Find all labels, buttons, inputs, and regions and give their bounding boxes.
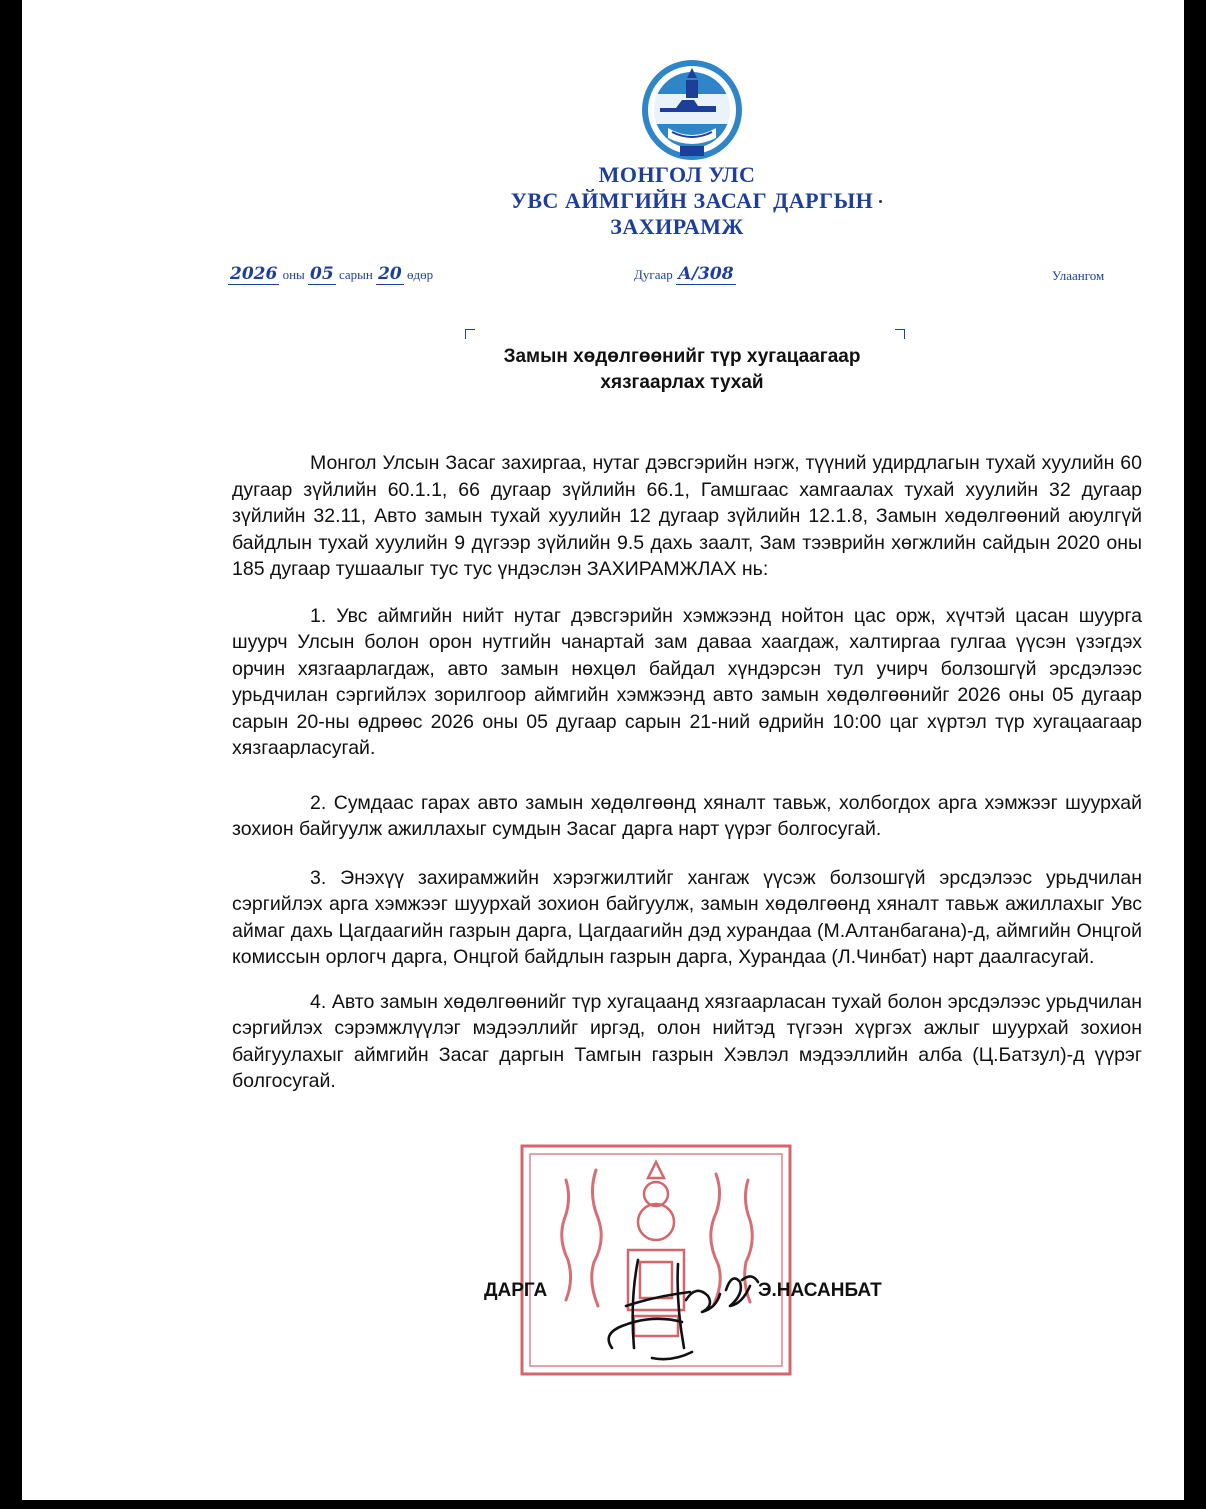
order-item-4: 4. Авто замын хөдөлгөөнийг түр хугацаанд хязгаарласан тухай болон эрсдэлээс урьдчилан сэргийлэх сэрэмжлүүлэг мэдээллийг иргэд, олон нийтэд түгээн хүргэх ажлыг шуурхай зохион байгуулахыг аймгийн Засаг даргын Тамгын газрын Хэвлэл мэдээллийн алба (Ц.Батзул)-д үүрэг болгосугай. [232, 990, 1142, 1092]
subject-bracket-left [465, 329, 475, 339]
header-country: МОНГОЛ УЛС [598, 162, 756, 187]
order-item-3: 3. Энэхүү захирамжийн хэрэгжилтийг хангаж үүсэж болзошгүй эрсдэлээс урьдчилан сэргийлэх арга хэмжээг шуурхай зохион байгуулж, замын хөдөлгөөнд хяналт тавьж ажиллахыг Увс аймаг дахь Цагдаагийн газрын дарга, Цагдаагийн дэд хурандаа (М.Алтанбагана)-д, аймгийн Онцгой комиссын орлогч дарга, Онцгой байдлын газрын дарга, Хурандаа (Л.Чинбат) нарт даалгасугай. [232, 866, 1142, 968]
date-year-suffix: оны [282, 267, 305, 282]
date-day-suffix: өдөр [407, 267, 434, 282]
date-month-suffix: сарын [338, 267, 373, 282]
date-year: 2026 [230, 264, 278, 284]
signatory-title: ДАРГА [484, 1280, 548, 1301]
header-authority: УВС АЙМГИЙН ЗАСАГ ДАРГЫН [510, 188, 874, 213]
document-date [228, 264, 433, 284]
state-emblem-icon [636, 58, 748, 166]
document-header [382, 162, 1002, 240]
document-subject [402, 344, 962, 396]
header-doc-type: ЗАХИРАМЖ [610, 214, 744, 239]
subject-line-1: Замын хөдөлгөөнийг түр хугацаагаар [503, 346, 861, 367]
date-month: 05 [310, 264, 334, 284]
document-place: Улаангом [1052, 268, 1105, 283]
order-item-1: 1. Увс аймгийн нийт нутаг дэвсгэрийн хэмжээнд нойтон цас орж, хүчтэй цасан шуурга шуурч Улсын болон орон нутгийн чанартай зам даваа хаагдаж, халтиргаа гулгаа үүсэн үзэгдэх орчин хязгаарлагдаж, авто замын нөхцөл байдал хүндэрсэн тул учирч болзошгүй эрсдэлээс урьдчилан сэргийлэх зорилгоор аймгийн хэмжээнд авто замын хөдөлгөөнийг 2026 оны 05 дугаар сарын 20-ны өдрөөс 2026 оны 05 дугаар сарын 21-ний өдрийн 10:00 цаг хүртэл түр хугацаагаар хязгаарласугай. [232, 604, 1142, 759]
number-label: Дугаар [634, 267, 673, 282]
handwritten-signature [582, 1240, 782, 1370]
document-body [232, 450, 1142, 1095]
date-day: 20 [378, 264, 402, 284]
signatory-name: Э.НАСАНБАТ [758, 1280, 882, 1301]
number-value: А/308 [678, 264, 734, 284]
subject-bracket-right [895, 329, 905, 339]
document-meta [22, 260, 1184, 290]
subject-line-2: хязгаарлах тухай [600, 372, 764, 393]
document-number [634, 264, 736, 284]
order-item-2: 2. Сумдаас гарах авто замын хөдөлгөөнд хяналт тавьж, холбогдох арга хэмжээг шуурхай зохион байгуулж ажиллахыг сумдын Засаг дарга нарт үүрэг болгосугай. [232, 791, 1142, 840]
document-page [22, 0, 1184, 1500]
intro-paragraph: Монгол Улсын Засаг захиргаа, нутаг дэвсгэрийн нэгж, түүний удирдлагын тухай хуулийн 60 дугаар зүйлийн 60.1.1, 66 дугаар зүйлийн 66.1, Гамшгаас хамгаалах тухай хуулийн 32 дугаар зүйлийн 32.11, Авто замын тухай хуулийн 12 дугаар зүйлийн 12.1.8, Замын хөдөлгөөний аюулгүй байдлын тухай хуулийн 9 дүгээр зүйлийн 9.5 дахь заалт, Зам тээврийн хөгжлийн сайдын 2020 оны 185 дугаар тушаалыг тус тус үндэслэн ЗАХИРАМЖЛАХ нь: [232, 452, 1142, 580]
